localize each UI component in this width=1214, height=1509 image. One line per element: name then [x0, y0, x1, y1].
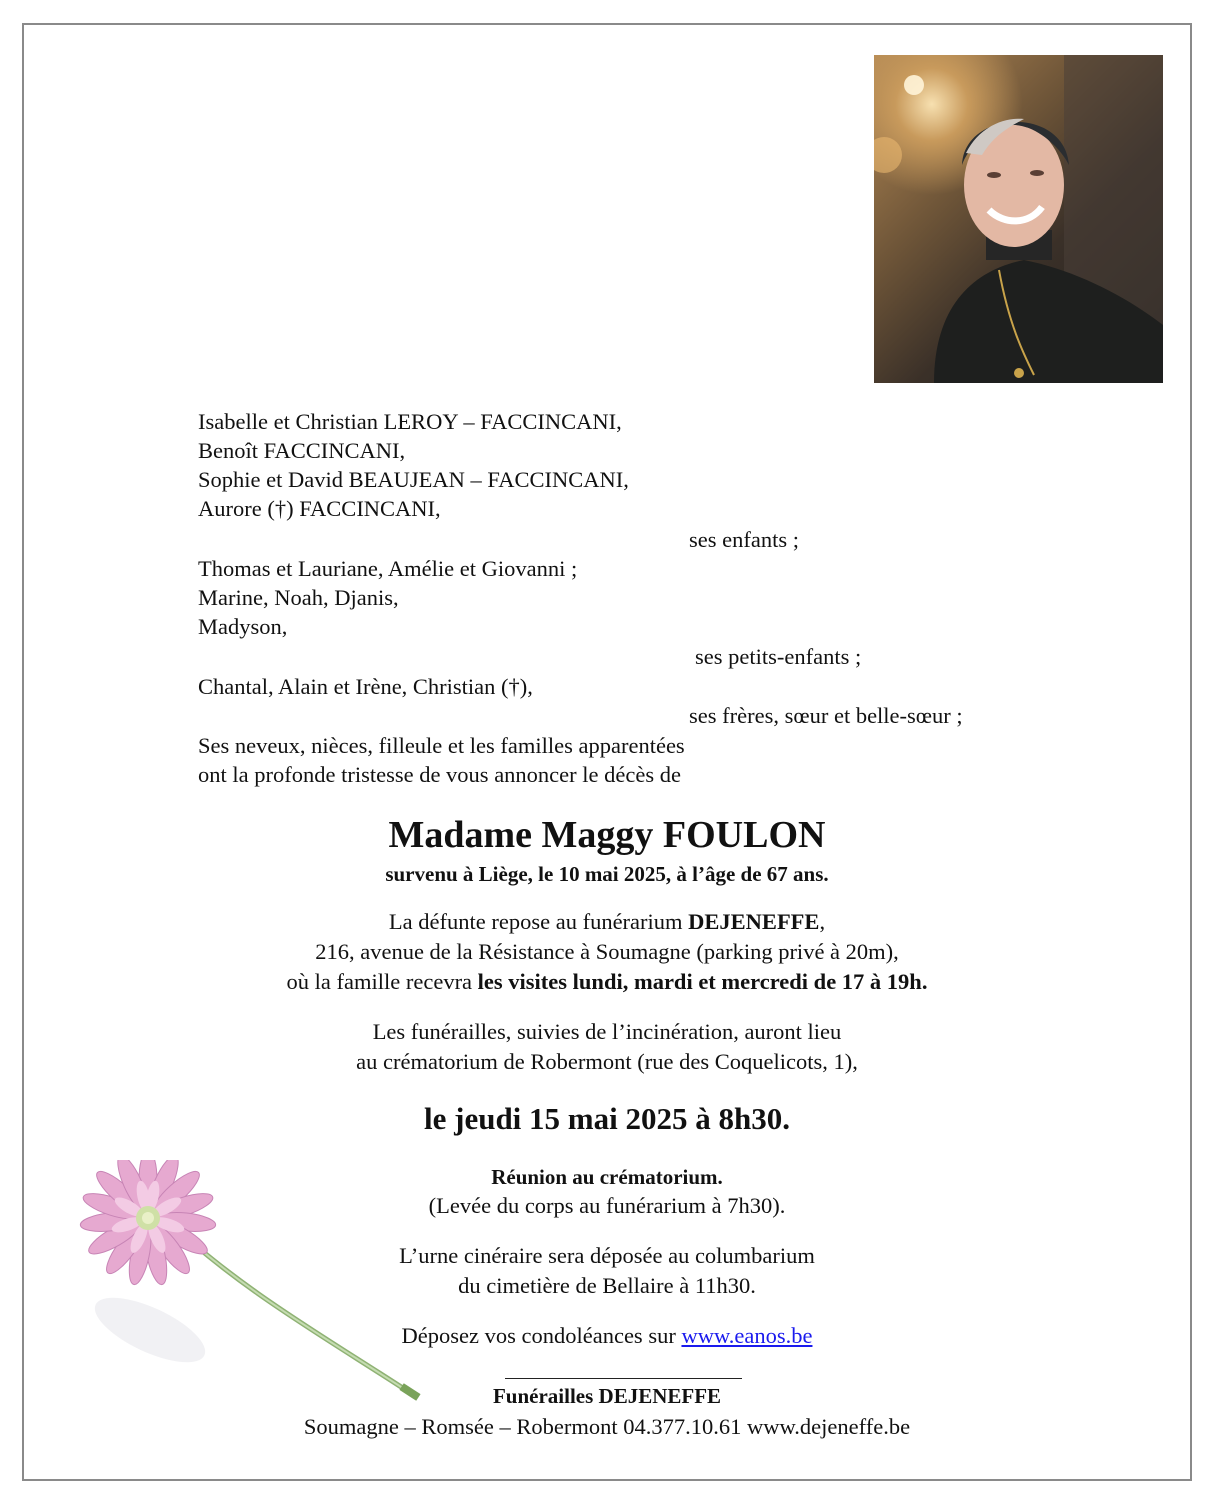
grandchildren-role: ses petits-enfants ; [695, 644, 862, 669]
children-role: ses enfants ; [689, 527, 799, 552]
rest-line-2: 216, avenue de la Résistance à Soumagne (parking privé à 20m), [315, 939, 899, 964]
meeting-line: Réunion au crématorium. [491, 1165, 723, 1189]
rest-line-3: où la famille recevra les visites lundi, mardi et mercredi de 17 à 19h. [286, 969, 928, 994]
child-line-3: Sophie et David BEAUJEAN – FACCINCANI, [198, 467, 629, 492]
rest-line-1: La défunte repose au funérarium DEJENEFFE, [388, 909, 826, 934]
announcement-line: ont la profonde tristesse de vous annoncer le décès de [198, 762, 681, 787]
departure-line: (Levée du corps au funérarium à 7h30). [428, 1193, 786, 1218]
flower-decoration [70, 1160, 430, 1420]
deceased-name: Madame Maggy FOULON [388, 814, 826, 856]
child-line-1: Isabelle et Christian LEROY – FACCINCANI, [198, 409, 622, 434]
urn-line-2: du cimetière de Bellaire à 11h30. [458, 1273, 756, 1298]
child-line-2: Benoît FACCINCANI, [198, 438, 406, 463]
grandchild-line-2: Marine, Noah, Djanis, [198, 585, 399, 610]
grandchild-line-1: Thomas et Lauriane, Amélie et Giovanni ; [198, 556, 578, 581]
siblings-role: ses frères, sœur et belle-sœur ; [689, 703, 963, 728]
funeral-home-contact: Soumagne – Romsée – Robermont 04.377.10.61 www.dejeneffe.be [303, 1414, 911, 1439]
child-line-4: Aurore (†) FACCINCANI, [198, 496, 441, 521]
grandchild-line-3: Madyson, [198, 614, 288, 639]
funeral-line-2: au crématorium de Robermont (rue des Coquelicots, 1), [356, 1049, 858, 1074]
separator-line [505, 1378, 742, 1379]
condolences-line: Déposez vos condoléances sur www.eanos.be [401, 1323, 813, 1348]
deceased-details: survenu à Liège, le 10 mai 2025, à l’âge de 67 ans. [385, 862, 829, 886]
relatives-line: Ses neveux, nièces, filleule et les familles apparentées [198, 733, 685, 758]
funeral-line-1: Les funérailles, suivies de l’incinération, auront lieu [372, 1019, 842, 1044]
condolences-link[interactable]: www.eanos.be [681, 1323, 813, 1348]
funeral-home-name: Funérailles DEJENEFFE [492, 1384, 722, 1408]
portrait-photo [874, 55, 1163, 383]
urn-line-1: L’urne cinéraire sera déposée au columbarium [399, 1243, 815, 1268]
funeral-date: le jeudi 15 mai 2025 à 8h30. [424, 1101, 790, 1136]
siblings-line: Chantal, Alain et Irène, Christian (†), [198, 674, 533, 699]
